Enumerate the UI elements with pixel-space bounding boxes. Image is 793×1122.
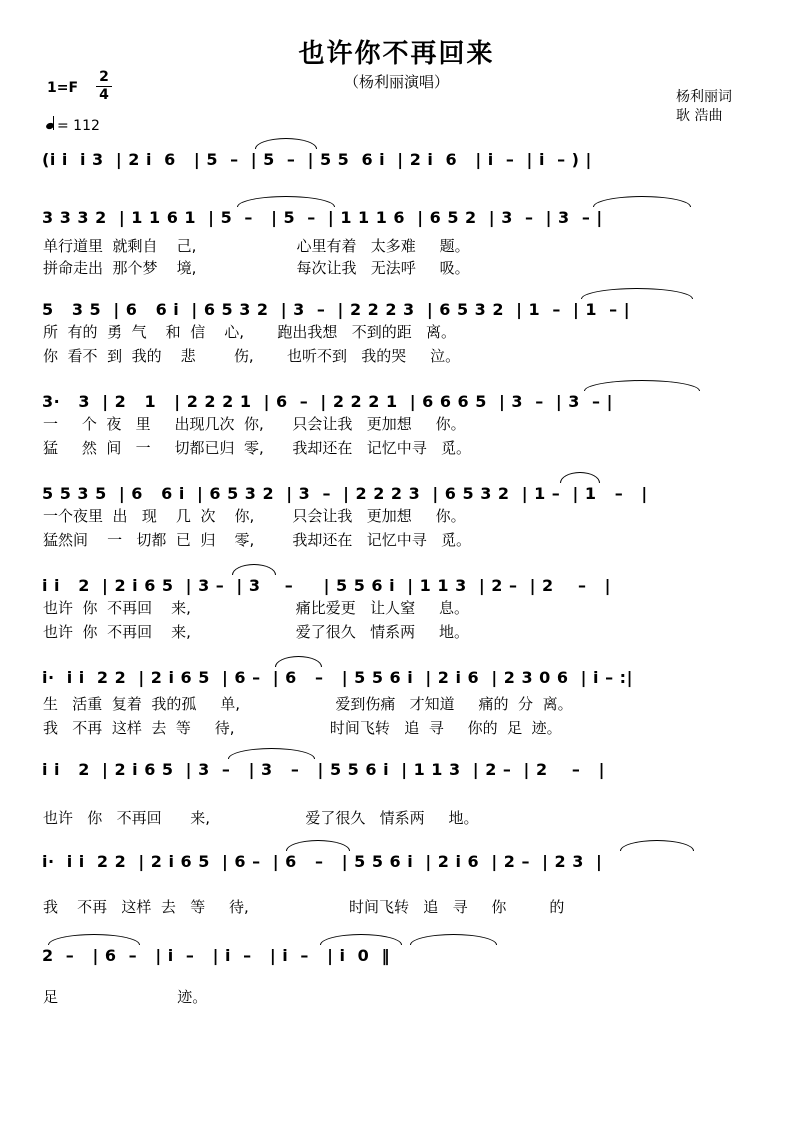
notation-line: i· i i 2 2 | 2 i 6 5 | 6 – | 6 – | 5 5 6 i | 2 i 6 | 2 – | 2 3 | (42, 852, 603, 871)
lyric-line: 一 个 夜 里 出现几次 你, 只会让我 更加想 你。 (43, 415, 466, 433)
notation-line: 3 3 3 2 | 1 1 6 1 | 5 – | 5 – | 1 1 1 6 | 6 5 2 | 3 – | 3 – | (42, 208, 603, 227)
lyricist: 杨利丽词 (676, 89, 732, 105)
time-signature-top: 2 (99, 69, 109, 85)
tie-arc (232, 564, 276, 575)
credits (676, 88, 732, 126)
key-signature: 1=F (47, 80, 79, 96)
page-subtitle: （杨利丽演唱） (343, 73, 449, 91)
tie-arc (228, 748, 315, 759)
lyric-line: 拼命走出 那个梦 境, 每次让我 无法呼 吸。 (43, 259, 470, 277)
tie-arc (320, 934, 402, 945)
tie-arc (584, 380, 700, 391)
lyric-line: 单行道里 就剩自 己, 心里有着 太多难 题。 (43, 237, 470, 255)
tie-arc (581, 288, 693, 299)
lyric-line: 猛然间 一 切都 已 归 零, 我却还在 记忆中寻 觅。 (43, 531, 472, 549)
lyric-line: 也许 你 不再回 来, 痛比爱更 让人窒 息。 (43, 599, 469, 617)
composer: 耿 浩曲 (676, 108, 723, 124)
notation-line: 2 – | 6 – | i – | i – | i – | i 0 ‖ (42, 946, 390, 965)
lyric-line: 也许 你 不再回 来, 爱了很久 情系两 地。 (43, 623, 469, 641)
notation-line: i i 2 | 2 i 6 5 | 3 – | 3 – | 5 5 6 i | 1 1 3 | 2 – | 2 – | (42, 576, 611, 595)
notation-line: 5 3 5 | 6 6 i | 6 5 3 2 | 3 – | 2 2 2 3 | 6 5 3 2 | 1 – | 1 – | (42, 300, 631, 319)
lyric-line: 猛 然 间 一 切都已归 零, 我却还在 记忆中寻 觅。 (43, 439, 472, 457)
notation-line: (i i i 3 | 2 i 6 | 5 – | 5 – | 5 5 6 i | 2 i 6 | i – | i – ) | (42, 150, 592, 169)
lyric-line: 也许 你 不再回 来, 爱了很久 情系两 地。 (43, 809, 479, 827)
tie-arc (255, 138, 317, 149)
tie-arc (286, 840, 350, 851)
lyric-line: 所 有的 勇 气 和 信 心, 跑出我想 不到的距 离。 (43, 323, 457, 341)
tie-arc (48, 934, 140, 945)
notation-line: i i 2 | 2 i 6 5 | 3 – | 3 – | 5 5 6 i | 1 1 3 | 2 – | 2 – | (42, 760, 605, 779)
page-title: 也许你不再回来 (298, 39, 495, 69)
lyric-line: 我 不再 这样 去 等 待, 时间飞转 追 寻 你的 足 迹。 (43, 719, 562, 737)
time-signature-bottom: 4 (99, 87, 109, 103)
time-signature (96, 70, 112, 103)
tie-arc (620, 840, 694, 851)
tie-arc (593, 196, 691, 207)
tie-arc (410, 934, 497, 945)
tie-arc (237, 196, 335, 207)
lyric-line: 生 活重 复着 我的孤 单, 爱到伤痛 才知道 痛的 分 离。 (43, 695, 573, 713)
lyric-line: 你 看不 到 我的 悲 伤, 也听不到 我的哭 泣。 (43, 347, 461, 365)
lyric-line: 足 迹。 (43, 988, 208, 1006)
tempo-marking (46, 116, 100, 134)
tempo-value: = 112 (57, 118, 100, 134)
notation-line: i· i i 2 2 | 2 i 6 5 | 6 – | 6 – | 5 5 6 i | 2 i 6 | 2 3 0 6 | i – :| (42, 668, 633, 687)
tie-arc (560, 472, 600, 483)
notation-line: 3· 3 | 2 1 | 2 2 2 1 | 6 – | 2 2 2 1 | 6 6 6 5 | 3 – | 3 – | (42, 392, 613, 411)
notation-line: 5 5 3 5 | 6 6 i | 6 5 3 2 | 3 – | 2 2 2 3 | 6 5 3 2 | 1 – | 1 – | (42, 484, 648, 503)
lyric-line: 我 不再 这样 去 等 待, 时间飞转 追 寻 你 的 (43, 898, 565, 916)
tie-arc (275, 656, 322, 667)
lyric-line: 一个夜里 出 现 几 次 你, 只会让我 更加想 你。 (43, 507, 466, 525)
